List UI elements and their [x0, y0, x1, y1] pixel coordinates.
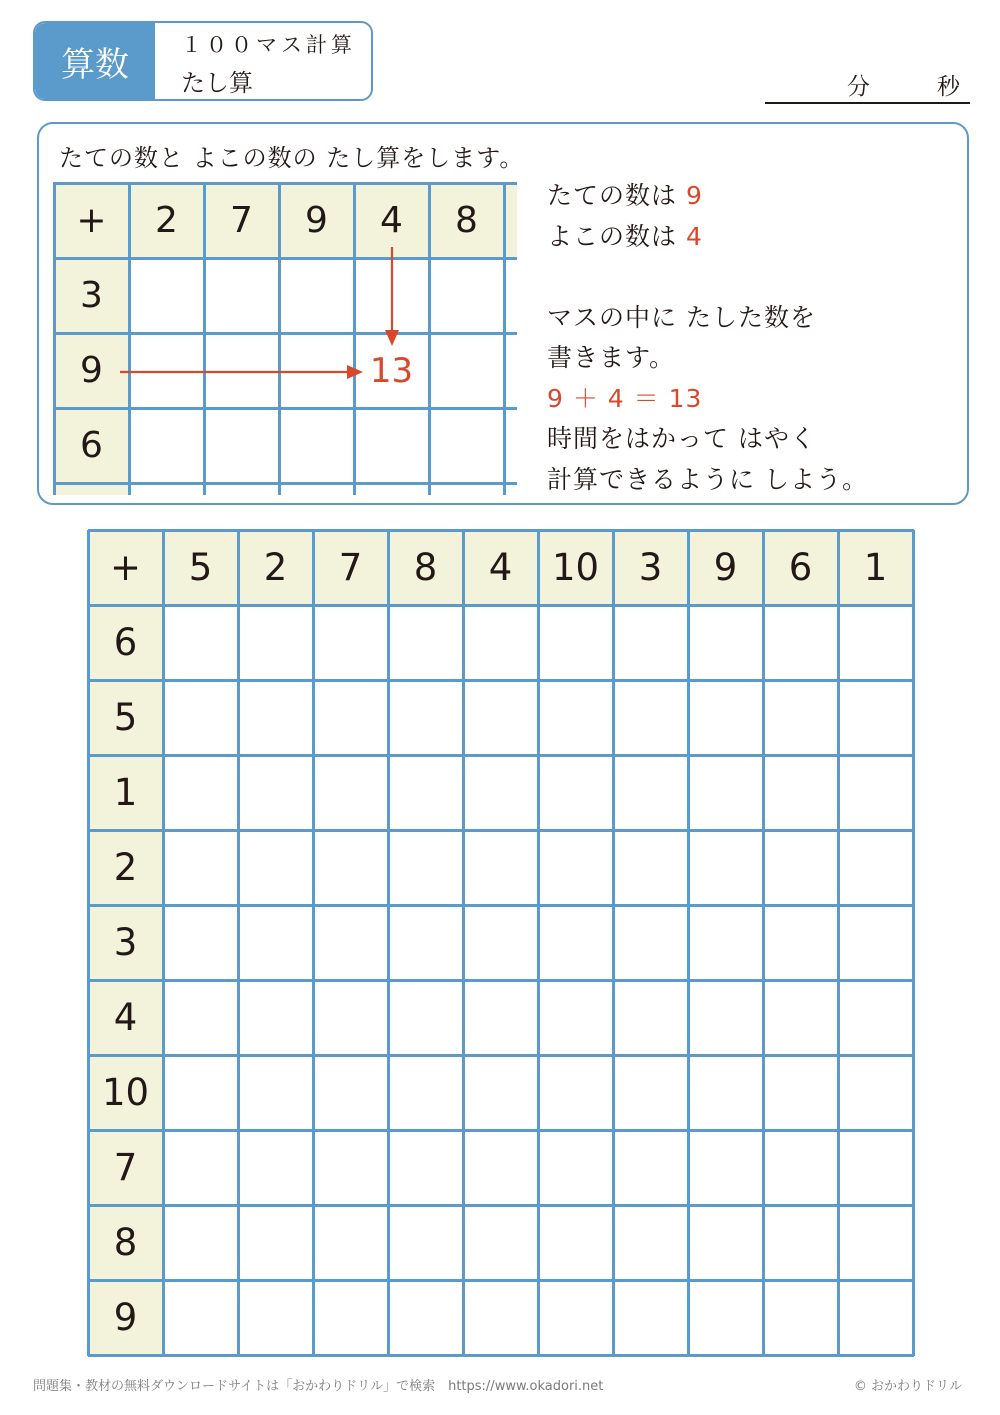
- answer-cell[interactable]: [315, 1207, 387, 1279]
- answer-cell[interactable]: [540, 1207, 612, 1279]
- answer-cell[interactable]: [315, 607, 387, 679]
- operator-cell: +: [76, 200, 107, 241]
- row-header: 6: [113, 621, 138, 664]
- column-header: 4: [380, 200, 403, 241]
- answer-cell[interactable]: [690, 1132, 762, 1204]
- instruction-line: マスの中に たした数を: [547, 302, 816, 332]
- row-header: 9: [80, 350, 103, 391]
- answer-cell[interactable]: [390, 1282, 462, 1354]
- answer-cell[interactable]: [765, 982, 837, 1054]
- answer-cell[interactable]: [240, 832, 312, 904]
- intro-text: たての数と よこの数の たし算をします。: [59, 144, 525, 172]
- title-badge: [33, 21, 373, 101]
- answer-cell[interactable]: [540, 682, 612, 754]
- grid-line: [912, 530, 915, 1356]
- column-header: 1: [863, 546, 888, 589]
- answer-cell[interactable]: [840, 682, 912, 754]
- answer-cell[interactable]: [390, 982, 462, 1054]
- answer-cell[interactable]: [165, 607, 237, 679]
- answer-cell[interactable]: [165, 1282, 237, 1354]
- row-header: 1: [113, 771, 138, 814]
- answer-cell[interactable]: [315, 982, 387, 1054]
- answer-cell[interactable]: [315, 832, 387, 904]
- answer-cell[interactable]: [540, 1057, 612, 1129]
- answer-cell[interactable]: [165, 1057, 237, 1129]
- answer-cell[interactable]: [240, 757, 312, 829]
- answer-cell[interactable]: [765, 1282, 837, 1354]
- answer-cell[interactable]: [165, 982, 237, 1054]
- answer-cell[interactable]: [690, 757, 762, 829]
- answer-cell[interactable]: [765, 682, 837, 754]
- column-header: 2: [263, 546, 288, 589]
- answer-cell[interactable]: [465, 757, 537, 829]
- answer-cell[interactable]: [690, 832, 762, 904]
- answer-cell[interactable]: [240, 607, 312, 679]
- column-header: 3: [638, 546, 663, 589]
- row-header: 2: [113, 846, 138, 889]
- answer-cell[interactable]: [840, 757, 912, 829]
- answer-cell[interactable]: [840, 1057, 912, 1129]
- answer-cell[interactable]: [615, 832, 687, 904]
- row-header: 9: [113, 1296, 138, 1339]
- answer-cell[interactable]: [390, 1132, 462, 1204]
- answer-cell[interactable]: [315, 1057, 387, 1129]
- row-header: 7: [113, 1146, 138, 1189]
- column-header: 4: [488, 546, 513, 589]
- subject-label: 算数: [35, 23, 155, 99]
- answer-cell[interactable]: [690, 1057, 762, 1129]
- answer-cell[interactable]: [465, 1207, 537, 1279]
- row-header: 5: [113, 696, 138, 739]
- answer-cell[interactable]: [240, 682, 312, 754]
- answer-cell[interactable]: [615, 757, 687, 829]
- answer-cell[interactable]: [465, 1057, 537, 1129]
- grid-line: [88, 1354, 914, 1357]
- answer-cell[interactable]: [615, 1057, 687, 1129]
- answer-cell[interactable]: [165, 1207, 237, 1279]
- footer-copyright: © おかわりドリル: [853, 1379, 962, 1394]
- answer-cell[interactable]: [315, 757, 387, 829]
- answer-cell[interactable]: [240, 982, 312, 1054]
- answer-cell[interactable]: [465, 832, 537, 904]
- horizontal-number-value: 4: [685, 221, 703, 251]
- vertical-number-label: たての数は: [547, 181, 686, 210]
- example-equation: 9 ＋ 4 ＝ 13: [547, 383, 703, 413]
- horizontal-number-label: よこの数は: [547, 221, 686, 251]
- column-header: 9: [305, 200, 328, 241]
- answer-cell[interactable]: [390, 607, 462, 679]
- seconds-label: 秒: [937, 74, 960, 100]
- answer-cell[interactable]: [765, 1057, 837, 1129]
- answer-cell[interactable]: [840, 982, 912, 1054]
- row-header: 3: [80, 275, 103, 316]
- answer-cell[interactable]: [390, 757, 462, 829]
- answer-cell[interactable]: [840, 1207, 912, 1279]
- answer-cell[interactable]: [690, 682, 762, 754]
- answer-cell[interactable]: [465, 907, 537, 979]
- answer-cell[interactable]: [465, 1132, 537, 1204]
- instruction-line: 計算できるように しよう。: [547, 464, 868, 494]
- answer-cell[interactable]: [465, 982, 537, 1054]
- answer-cell[interactable]: [840, 607, 912, 679]
- answer-cell[interactable]: [615, 607, 687, 679]
- worksheet-type: １００マス計算: [181, 33, 356, 57]
- row-header: 10: [101, 1071, 150, 1114]
- instruction-line: 時間をはかって はやく: [547, 424, 816, 453]
- example-answer: 13: [369, 350, 414, 391]
- answer-cell[interactable]: [765, 607, 837, 679]
- row-header: 3: [113, 921, 138, 964]
- answer-cell[interactable]: [765, 1207, 837, 1279]
- answer-cell[interactable]: [615, 1132, 687, 1204]
- answer-cell[interactable]: [690, 607, 762, 679]
- answer-cell[interactable]: [540, 607, 612, 679]
- answer-cell[interactable]: [390, 907, 462, 979]
- vertical-number-value: 9: [685, 181, 703, 210]
- answer-cell[interactable]: [465, 1282, 537, 1354]
- answer-cell[interactable]: [615, 982, 687, 1054]
- answer-cell[interactable]: [240, 907, 312, 979]
- answer-cell[interactable]: [690, 1282, 762, 1354]
- column-header: 5: [188, 546, 213, 589]
- operator-cell: +: [109, 546, 141, 589]
- column-header: 7: [230, 200, 253, 241]
- answer-cell[interactable]: [165, 907, 237, 979]
- answer-cell[interactable]: [465, 682, 537, 754]
- example-grid: [53, 182, 517, 495]
- answer-cell[interactable]: [390, 1207, 462, 1279]
- column-header: 8: [455, 200, 478, 241]
- answer-cell[interactable]: [615, 1282, 687, 1354]
- answer-cell[interactable]: [690, 982, 762, 1054]
- answer-cell[interactable]: [615, 907, 687, 979]
- answer-cell[interactable]: [315, 682, 387, 754]
- answer-cell[interactable]: [240, 1132, 312, 1204]
- column-header: 2: [155, 200, 178, 241]
- footer-site-info: 問題集・教材の無料ダウンロードサイトは「おかわりドリル」で検索 https://www.okadori.net: [33, 1379, 604, 1394]
- answer-cell[interactable]: [240, 1207, 312, 1279]
- row-header: 8: [113, 1221, 138, 1264]
- minutes-label: 分: [847, 74, 870, 100]
- answer-cell[interactable]: [840, 1282, 912, 1354]
- answer-cell[interactable]: [615, 682, 687, 754]
- answer-cell[interactable]: [315, 907, 387, 979]
- answer-cell[interactable]: [240, 1282, 312, 1354]
- column-header: 7: [338, 546, 363, 589]
- answer-cell[interactable]: [765, 1132, 837, 1204]
- answer-cell[interactable]: [390, 682, 462, 754]
- example-panel: [37, 122, 969, 505]
- explanation-text: [547, 176, 868, 500]
- row-header: 4: [113, 996, 138, 1039]
- answer-cell[interactable]: [765, 832, 837, 904]
- row-header: 6: [80, 425, 103, 466]
- time-record-field[interactable]: [765, 62, 970, 104]
- answer-cell[interactable]: [690, 1207, 762, 1279]
- answer-cell[interactable]: [540, 1282, 612, 1354]
- arrow-icon: [53, 182, 517, 495]
- answer-cell[interactable]: [765, 907, 837, 979]
- answer-cell[interactable]: [540, 982, 612, 1054]
- answer-cell[interactable]: [165, 1132, 237, 1204]
- answer-cell[interactable]: [390, 832, 462, 904]
- answer-cell[interactable]: [540, 757, 612, 829]
- answer-cell[interactable]: [165, 757, 237, 829]
- answer-cell[interactable]: [840, 907, 912, 979]
- column-header: 8: [413, 546, 438, 589]
- column-header: 10: [551, 546, 600, 589]
- answer-cell[interactable]: [165, 682, 237, 754]
- answer-cell[interactable]: [390, 1057, 462, 1129]
- answer-cell[interactable]: [765, 757, 837, 829]
- answer-cell[interactable]: [540, 832, 612, 904]
- addition-grid: [88, 530, 913, 1355]
- answer-cell[interactable]: [840, 832, 912, 904]
- worksheet-title: たし算: [181, 69, 253, 97]
- answer-cell[interactable]: [315, 1132, 387, 1204]
- answer-cell[interactable]: [690, 907, 762, 979]
- column-header: 9: [713, 546, 738, 589]
- answer-cell[interactable]: [840, 1132, 912, 1204]
- answer-cell[interactable]: [315, 1282, 387, 1354]
- answer-cell[interactable]: [615, 1207, 687, 1279]
- answer-cell[interactable]: [240, 1057, 312, 1129]
- answer-cell[interactable]: [540, 907, 612, 979]
- answer-cell[interactable]: [540, 1132, 612, 1204]
- answer-cell[interactable]: [465, 607, 537, 679]
- answer-cell[interactable]: [165, 832, 237, 904]
- instruction-line: 書きます。: [547, 343, 676, 372]
- column-header: 6: [788, 546, 813, 589]
